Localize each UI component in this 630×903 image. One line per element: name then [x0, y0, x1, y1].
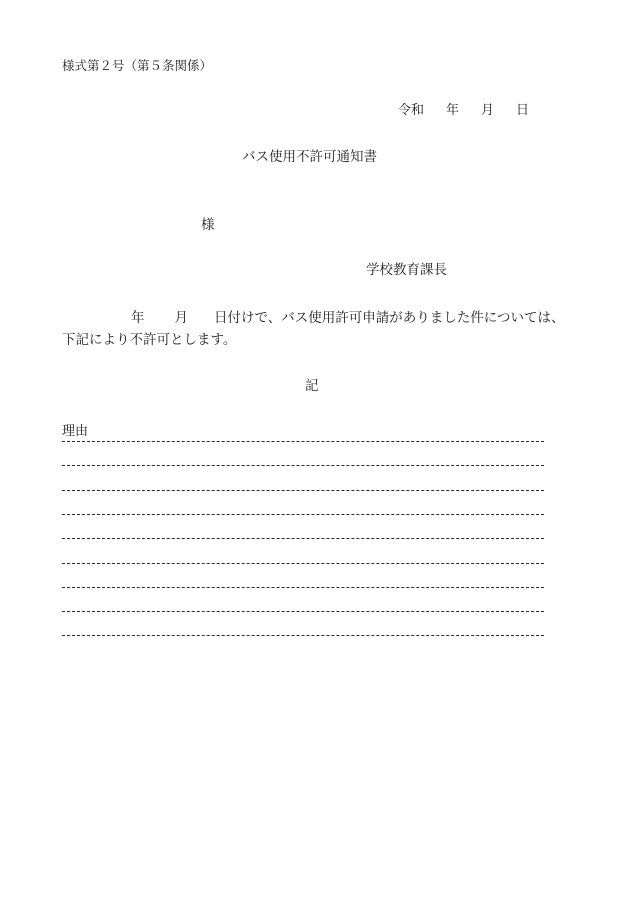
date-era: 令和	[398, 103, 425, 118]
reason-dashed-line	[62, 514, 544, 515]
form-number: 様式第２号（第５条関係）	[62, 58, 213, 73]
reason-dashed-line	[62, 563, 544, 564]
date-day-label: 日	[516, 103, 530, 118]
sender-title: 学校教育課長	[366, 262, 447, 278]
reason-dashed-line	[62, 587, 544, 588]
body-line-1	[131, 312, 564, 326]
reason-dashed-line	[62, 441, 544, 442]
reason-dashed-line	[62, 538, 544, 539]
body-month-label: 月	[174, 310, 188, 326]
reason-dashed-line	[62, 635, 544, 636]
reason-dashed-line	[62, 490, 544, 491]
note-heading: 記	[305, 378, 319, 394]
body-line-2: 下記により不許可とします。	[62, 332, 237, 348]
body-line-1-text: 日付けで、バス使用許可申請がありました件については、	[214, 310, 565, 326]
addressee-suffix: 様	[201, 217, 215, 233]
date-year-label: 年	[446, 103, 460, 118]
reason-dashed-line	[62, 465, 544, 466]
date-month-label: 月	[481, 103, 495, 118]
body-year-label: 年	[131, 310, 145, 326]
date-line	[398, 104, 529, 117]
reason-dashed-line	[62, 611, 544, 612]
reason-label: 理由	[62, 424, 89, 439]
document-title: バス使用不許可通知書	[242, 149, 377, 165]
